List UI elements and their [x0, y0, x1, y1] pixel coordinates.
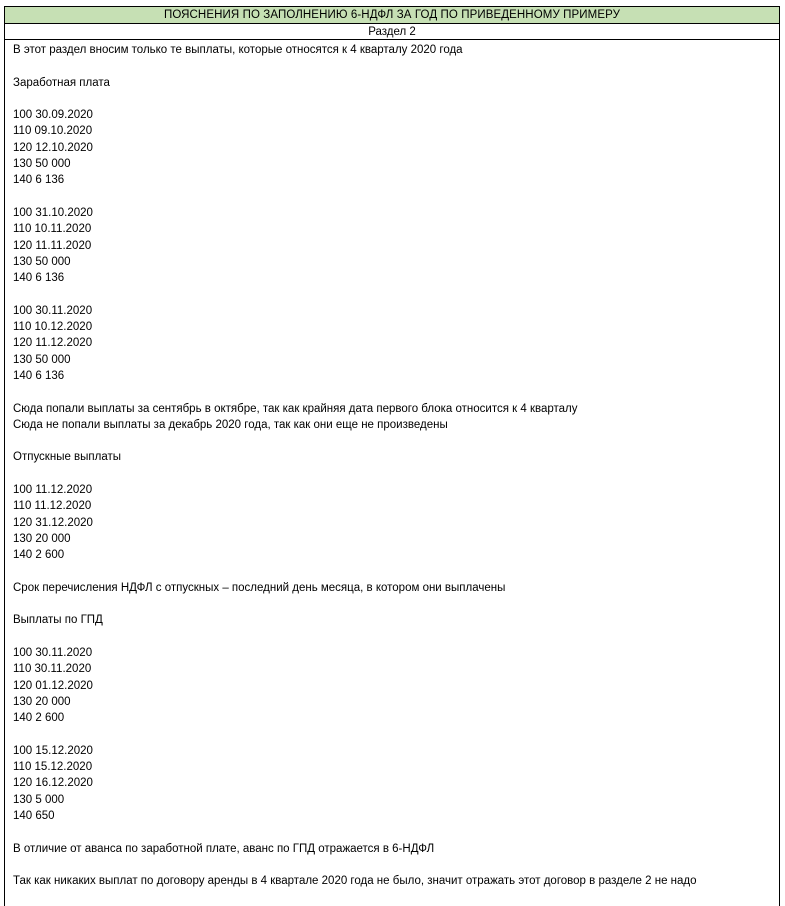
blank-line — [13, 596, 779, 612]
document-title: ПОЯСНЕНИЯ ПО ЗАПОЛНЕНИЮ 6-НДФЛ ЗА ГОД ПО ПРИВЕДЕННОМУ ПРИМЕРУ — [5, 7, 779, 24]
text-line: 110 10.12.2020 — [13, 321, 93, 334]
text-line: Заработная плата — [13, 76, 110, 89]
text-line: В этот раздел вносим только те выплаты, которые относятся к 4 кварталу 2020 года — [13, 44, 463, 56]
text-line: 110 10.11.2020 — [13, 223, 92, 236]
text-line: 100 15.12.2020 — [13, 744, 93, 757]
blank-line — [13, 726, 779, 742]
text-line: Сюда не попали выплаты за декабрь 2020 года, так как они еще не произведены — [13, 418, 448, 431]
section-content — [5, 40, 779, 889]
text-line: 140 6 136 — [13, 369, 65, 382]
text-line: 110 11.12.2020 — [13, 500, 92, 513]
text-line: 140 6 136 — [13, 272, 65, 285]
blank-line — [13, 629, 779, 645]
text-line: Срок перечисления НДФЛ с отпускных – последний день месяца, в котором они выплачены — [13, 581, 506, 594]
blank-line — [13, 824, 779, 840]
text-line: 130 50 000 — [13, 158, 71, 171]
blank-line — [13, 384, 779, 400]
text-line: 110 30.11.2020 — [13, 663, 92, 676]
blank-line — [13, 58, 779, 74]
document-sheet — [4, 6, 780, 906]
text-line: Так как никаких выплат по договору аренды в 4 квартале 2020 года не было, значит отражать этот договор в разделе 2 не надо — [13, 875, 697, 888]
text-line: 130 20 000 — [13, 532, 71, 545]
text-line: 100 11.12.2020 — [13, 484, 93, 497]
text-line: 120 12.10.2020 — [13, 141, 93, 154]
blank-line — [13, 91, 779, 107]
text-line: 140 650 — [13, 809, 55, 822]
blank-line — [13, 466, 779, 482]
text-line: 130 20 000 — [13, 695, 71, 708]
blank-line — [13, 857, 779, 873]
blank-line — [13, 433, 779, 449]
text-line: 140 2 600 — [13, 712, 65, 725]
blank-line — [13, 189, 779, 205]
text-line: 100 30.11.2020 — [13, 304, 93, 317]
text-line: Выплаты по ГПД — [13, 614, 103, 627]
text-line: 120 11.12.2020 — [13, 337, 93, 350]
text-line: 100 30.09.2020 — [13, 109, 93, 122]
text-line: 120 01.12.2020 — [13, 679, 93, 692]
text-line: В отличие от аванса по заработной плате, аванс по ГПД отражается в 6-НДФЛ — [13, 842, 435, 855]
text-line: 100 31.10.2020 — [13, 206, 93, 219]
text-line: 140 6 136 — [13, 174, 65, 187]
text-line: 140 2 600 — [13, 549, 65, 562]
text-line: 130 5 000 — [13, 793, 65, 806]
blank-line — [13, 286, 779, 302]
text-line: 130 50 000 — [13, 353, 71, 366]
text-line: 100 30.11.2020 — [13, 646, 93, 659]
text-line: 110 15.12.2020 — [13, 761, 93, 774]
text-line: Отпускные выплаты — [13, 451, 122, 464]
text-line: 120 11.11.2020 — [13, 239, 92, 252]
text-line: 110 09.10.2020 — [13, 125, 93, 138]
text-line: Сюда попали выплаты за сентябрь в октябре, так как крайняя дата первого блока относится к 4 кварталу — [13, 402, 578, 415]
text-line: 120 16.12.2020 — [13, 777, 93, 790]
section-heading: Раздел 2 — [5, 24, 779, 40]
blank-line — [13, 564, 779, 580]
text-line: 120 31.12.2020 — [13, 516, 93, 529]
text-line: 130 50 000 — [13, 255, 71, 268]
